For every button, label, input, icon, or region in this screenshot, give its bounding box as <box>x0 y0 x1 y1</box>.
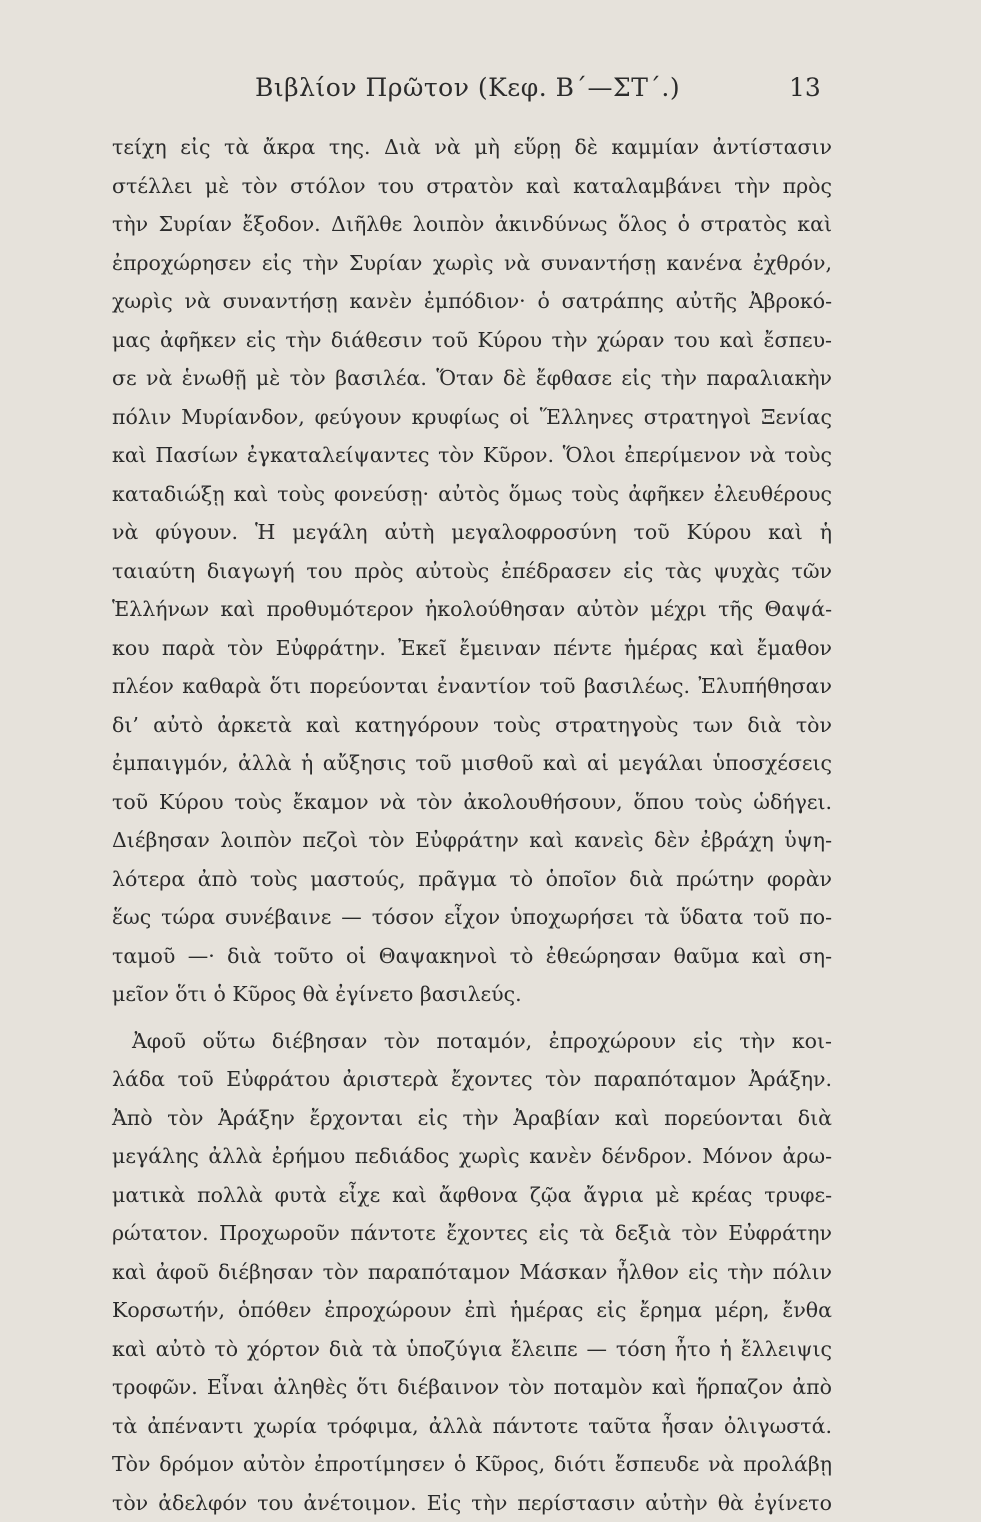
page-number: 13 <box>789 73 821 102</box>
text-line: Ἀφοῦ οὕτω διέβησαν τὸν ποταμόν, ἐπροχώρουν εἰς τὴν κοι- <box>112 1022 832 1061</box>
page-header <box>0 73 981 113</box>
text-line: σε νὰ ἑνωθῇ μὲ τὸν βασιλέα. Ὅταν δὲ ἔφθασε εἰς τὴν παραλιακὴν <box>112 359 832 398</box>
text-line: καὶ Πασίων ἐγκαταλείψαντες τὸν Κῦρον. Ὅλοι ἐπερίμενον νὰ τοὺς <box>112 436 832 475</box>
text-line: Ἀπὸ τὸν Ἀράξην ἔρχονται εἰς τὴν Ἀραβίαν καὶ πορεύονται διὰ <box>112 1099 832 1138</box>
text-line: χωρὶς νὰ συναντήσῃ κανὲν ἐμπόδιον· ὁ σατράπης αὐτῆς Ἀβροκό- <box>112 282 832 321</box>
text-line: λάδα τοῦ Εὐφράτου ἀριστερὰ ἔχοντες τὸν παραπόταμον Ἀράξην. <box>112 1060 832 1099</box>
text-line: μεῖον ὅτι ὁ Κῦρος θὰ ἐγίνετο βασιλεύς. <box>112 975 832 1014</box>
text-line: νὰ φύγουν. Ἡ μεγάλη αὐτὴ μεγαλοφροσύνη τοῦ Κύρου καὶ ἡ <box>112 513 832 552</box>
text-line: τοῦ Κύρου τοὺς ἔκαμον νὰ τὸν ἀκολουθήσουν, ὅπου τοὺς ὡδήγει. <box>112 783 832 822</box>
text-line: τροφῶν. Εἶναι ἀληθὲς ὅτι διέβαινον τὸν ποταμὸν καὶ ἥρπαζον ἀπὸ <box>112 1368 832 1407</box>
text-line: πλέον καθαρὰ ὅτι πορεύονται ἐναντίον τοῦ βασιλέως. Ἐλυπήθησαν <box>112 667 832 706</box>
text-line: ρώτατον. Προχωροῦν πάντοτε ἔχοντες εἰς τὰ δεξιὰ τὸν Εὐφράτην <box>112 1214 832 1253</box>
text-line: ἐπροχώρησεν εἰς τὴν Συρίαν χωρὶς νὰ συναντήσῃ κανένα ἐχθρόν, <box>112 244 832 283</box>
paragraph-gap <box>112 1014 832 1022</box>
text-line: ταιαύτη διαγωγή του πρὸς αὐτοὺς ἐπέδρασεν εἰς τὰς ψυχὰς τῶν <box>112 552 832 591</box>
text-line: Ἑλλήνων καὶ προθυμότερον ἠκολούθησαν αὐτὸν μέχρι τῆς Θαψά- <box>112 590 832 629</box>
text-line: μεγάλης ἀλλὰ ἐρήμου πεδιάδος χωρὶς κανὲν δένδρον. Μόνον ἀρω- <box>112 1137 832 1176</box>
text-line: τὸν ἀδελφόν του ἀνέτοιμον. Εἰς τὴν περίστασιν αὐτὴν θὰ ἐγίνετο <box>112 1484 832 1522</box>
text-line: Τὸν δρόμον αὐτὸν ἐπροτίμησεν ὁ Κῦρος, διότι ἔσπευδε νὰ προλάβῃ <box>112 1445 832 1484</box>
text-line: τείχη εἰς τὰ ἄκρα της. Διὰ νὰ μὴ εὕρῃ δὲ καμμίαν ἀντίστασιν <box>112 128 832 167</box>
text-line: Διέβησαν λοιπὸν πεζοὶ τὸν Εὐφράτην καὶ κανεὶς δὲν ἐβράχη ὑψη- <box>112 821 832 860</box>
text-line: δι’ αὐτὸ ἀρκετὰ καὶ κατηγόρουν τοὺς στρατηγοὺς των διὰ τὸν <box>112 706 832 745</box>
text-line: Κορσωτήν, ὁπόθεν ἐπροχώρουν ἐπὶ ἡμέρας εἰς ἔρημα μέρη, ἔνθα <box>112 1291 832 1330</box>
text-line: ἕως τώρα συνέβαινε — τόσον εἶχον ὑποχωρήσει τὰ ὕδατα τοῦ πο- <box>112 898 832 937</box>
paragraph <box>112 128 832 1014</box>
text-line: λότερα ἀπὸ τοὺς μαστούς, πρᾶγμα τὸ ὁποῖον διὰ πρώτην φορὰν <box>112 860 832 899</box>
text-line: ταμοῦ —· διὰ τοῦτο οἱ Θαψακηνοὶ τὸ ἐθεώρησαν θαῦμα καὶ ση- <box>112 937 832 976</box>
running-title: Βιβλίον Πρῶτον (Κεφ. Β΄—ΣΤ΄.) <box>255 73 680 102</box>
text-line: τὰ ἀπέναντι χωρία τρόφιμα, ἀλλὰ πάντοτε ταῦτα ἦσαν ὀλιγωστά. <box>112 1407 832 1446</box>
text-line: καὶ αὐτὸ τὸ χόρτον διὰ τὰ ὑποζύγια ἔλειπε — τόση ἦτο ἡ ἔλλειψις <box>112 1330 832 1369</box>
text-line: καὶ ἀφοῦ διέβησαν τὸν παραπόταμον Μάσκαν ἦλθον εἰς τὴν πόλιν <box>112 1253 832 1292</box>
text-line: ἐμπαιγμόν, ἀλλὰ ἡ αὔξησις τοῦ μισθοῦ καὶ αἱ μεγάλαι ὑποσχέσεις <box>112 744 832 783</box>
text-line: πόλιν Μυρίανδον, φεύγουν κρυφίως οἱ Ἕλληνες στρατηγοὶ Ξενίας <box>112 398 832 437</box>
text-line: καταδιώξῃ καὶ τοὺς φονεύσῃ· αὐτὸς ὅμως τοὺς ἀφῆκεν ἐλευθέρους <box>112 475 832 514</box>
text-line: μας ἀφῆκεν εἰς τὴν διάθεσιν τοῦ Κύρου τὴν χώραν του καὶ ἔσπευ- <box>112 321 832 360</box>
body-text <box>112 128 832 1522</box>
text-line: κου παρὰ τὸν Εὐφράτην. Ἐκεῖ ἔμειναν πέντε ἡμέρας καὶ ἔμαθον <box>112 629 832 668</box>
paragraph <box>112 1022 832 1522</box>
text-line: ματικὰ πολλὰ φυτὰ εἶχε καὶ ἄφθονα ζῷα ἄγρια μὲ κρέας τρυφε- <box>112 1176 832 1215</box>
text-line: στέλλει μὲ τὸν στόλον του στρατὸν καὶ καταλαμβάνει τὴν πρὸς <box>112 167 832 206</box>
text-line: τὴν Συρίαν ἔξοδον. Διῆλθε λοιπὸν ἀκινδύνως ὅλος ὁ στρατὸς καὶ <box>112 205 832 244</box>
